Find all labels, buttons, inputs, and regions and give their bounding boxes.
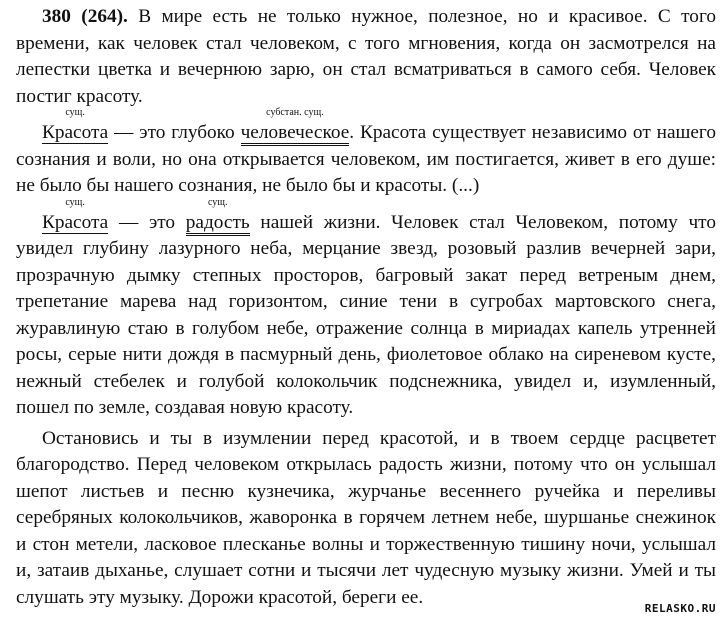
predicate-word: [240, 107, 350, 147]
paragraph-2-text: . Красота существует независимо от нашего сознания и воли, но она открывается человеком, им постигается, живет в его душе: не было бы нашего сознания, не было бы и красоты. (...): [16, 122, 716, 196]
paragraph-3-mid: — это: [108, 211, 186, 233]
paragraph-1-text: В мире есть не только нужное, полезное, но и красивое. С того времени, как человек стал человеком, с того мгновения, когда он засмотрелся на лепестки цветка и вечернюю зарю, он стал всматриваться в самого себя. Человек постиг красоту.: [16, 6, 717, 107]
underlined-subject: Красота: [42, 122, 109, 143]
underlined-subject: Красота: [42, 211, 109, 233]
paragraph-2-mid: — это глубоко: [108, 122, 241, 143]
paragraph-2: [16, 107, 716, 200]
paragraph-3: [16, 196, 716, 422]
predicate-word: [185, 196, 250, 237]
site-watermark: RELASKO.RU: [644, 602, 716, 615]
subject-word: [42, 107, 109, 147]
paragraph-3-text: нашей жизни. Человек стал Человеком, потому что увидел глубину лазурного неба, мерцание звезд, розовый разлив вечерней зари, прозрачную дымку степных просторов, багровый закат перед ветреным днем, трепетание марева над горизонтом, синие тени в сугробах мартовского снега, журавлиную стаю в голубом небе, отражение солнца в мириадах капель утренней росы, серые нити дождя в пасмурный день, фиолетовое облако на сиреневом кусте, нежный стебелек и голубой колокольчик подснежника, увидел и, изумленный, пошел по земле, создавая новую красоту.: [16, 211, 716, 418]
grammar-gloss: сущ.: [65, 196, 85, 208]
underlined-predicate: человеческое: [241, 123, 350, 146]
grammar-gloss: сущ.: [207, 196, 228, 208]
paragraph-1: [16, 4, 716, 110]
grammar-gloss: субстан. сущ.: [266, 107, 324, 118]
grammar-gloss: сущ.: [65, 107, 85, 118]
exercise-text: [16, 4, 716, 611]
paragraph-4: Остановись и ты в изумлении перед красотой, и в твоем сердце расцветет благородство. Перед человеком открылась радость жизни, потому что он услышал шепот листьев и песню кузнечика, журчанье весеннего ручейка и переливы серебряных колокольчиков, жаворонка в горячем летнем небе, шуршанье снежинок и стон метели, ласковое плесканье волны и торжественную тишину ночи, услышал и, затаив дыханье, слушает сотни и тысячи лет чудесную музыку жизни. Умей и ты слушать эту музыку. Дорожи красотой, береги ее.: [16, 427, 716, 608]
exercise-number: 380 (264).: [42, 6, 128, 27]
underlined-predicate: радость: [186, 213, 250, 236]
subject-word: [42, 196, 109, 237]
